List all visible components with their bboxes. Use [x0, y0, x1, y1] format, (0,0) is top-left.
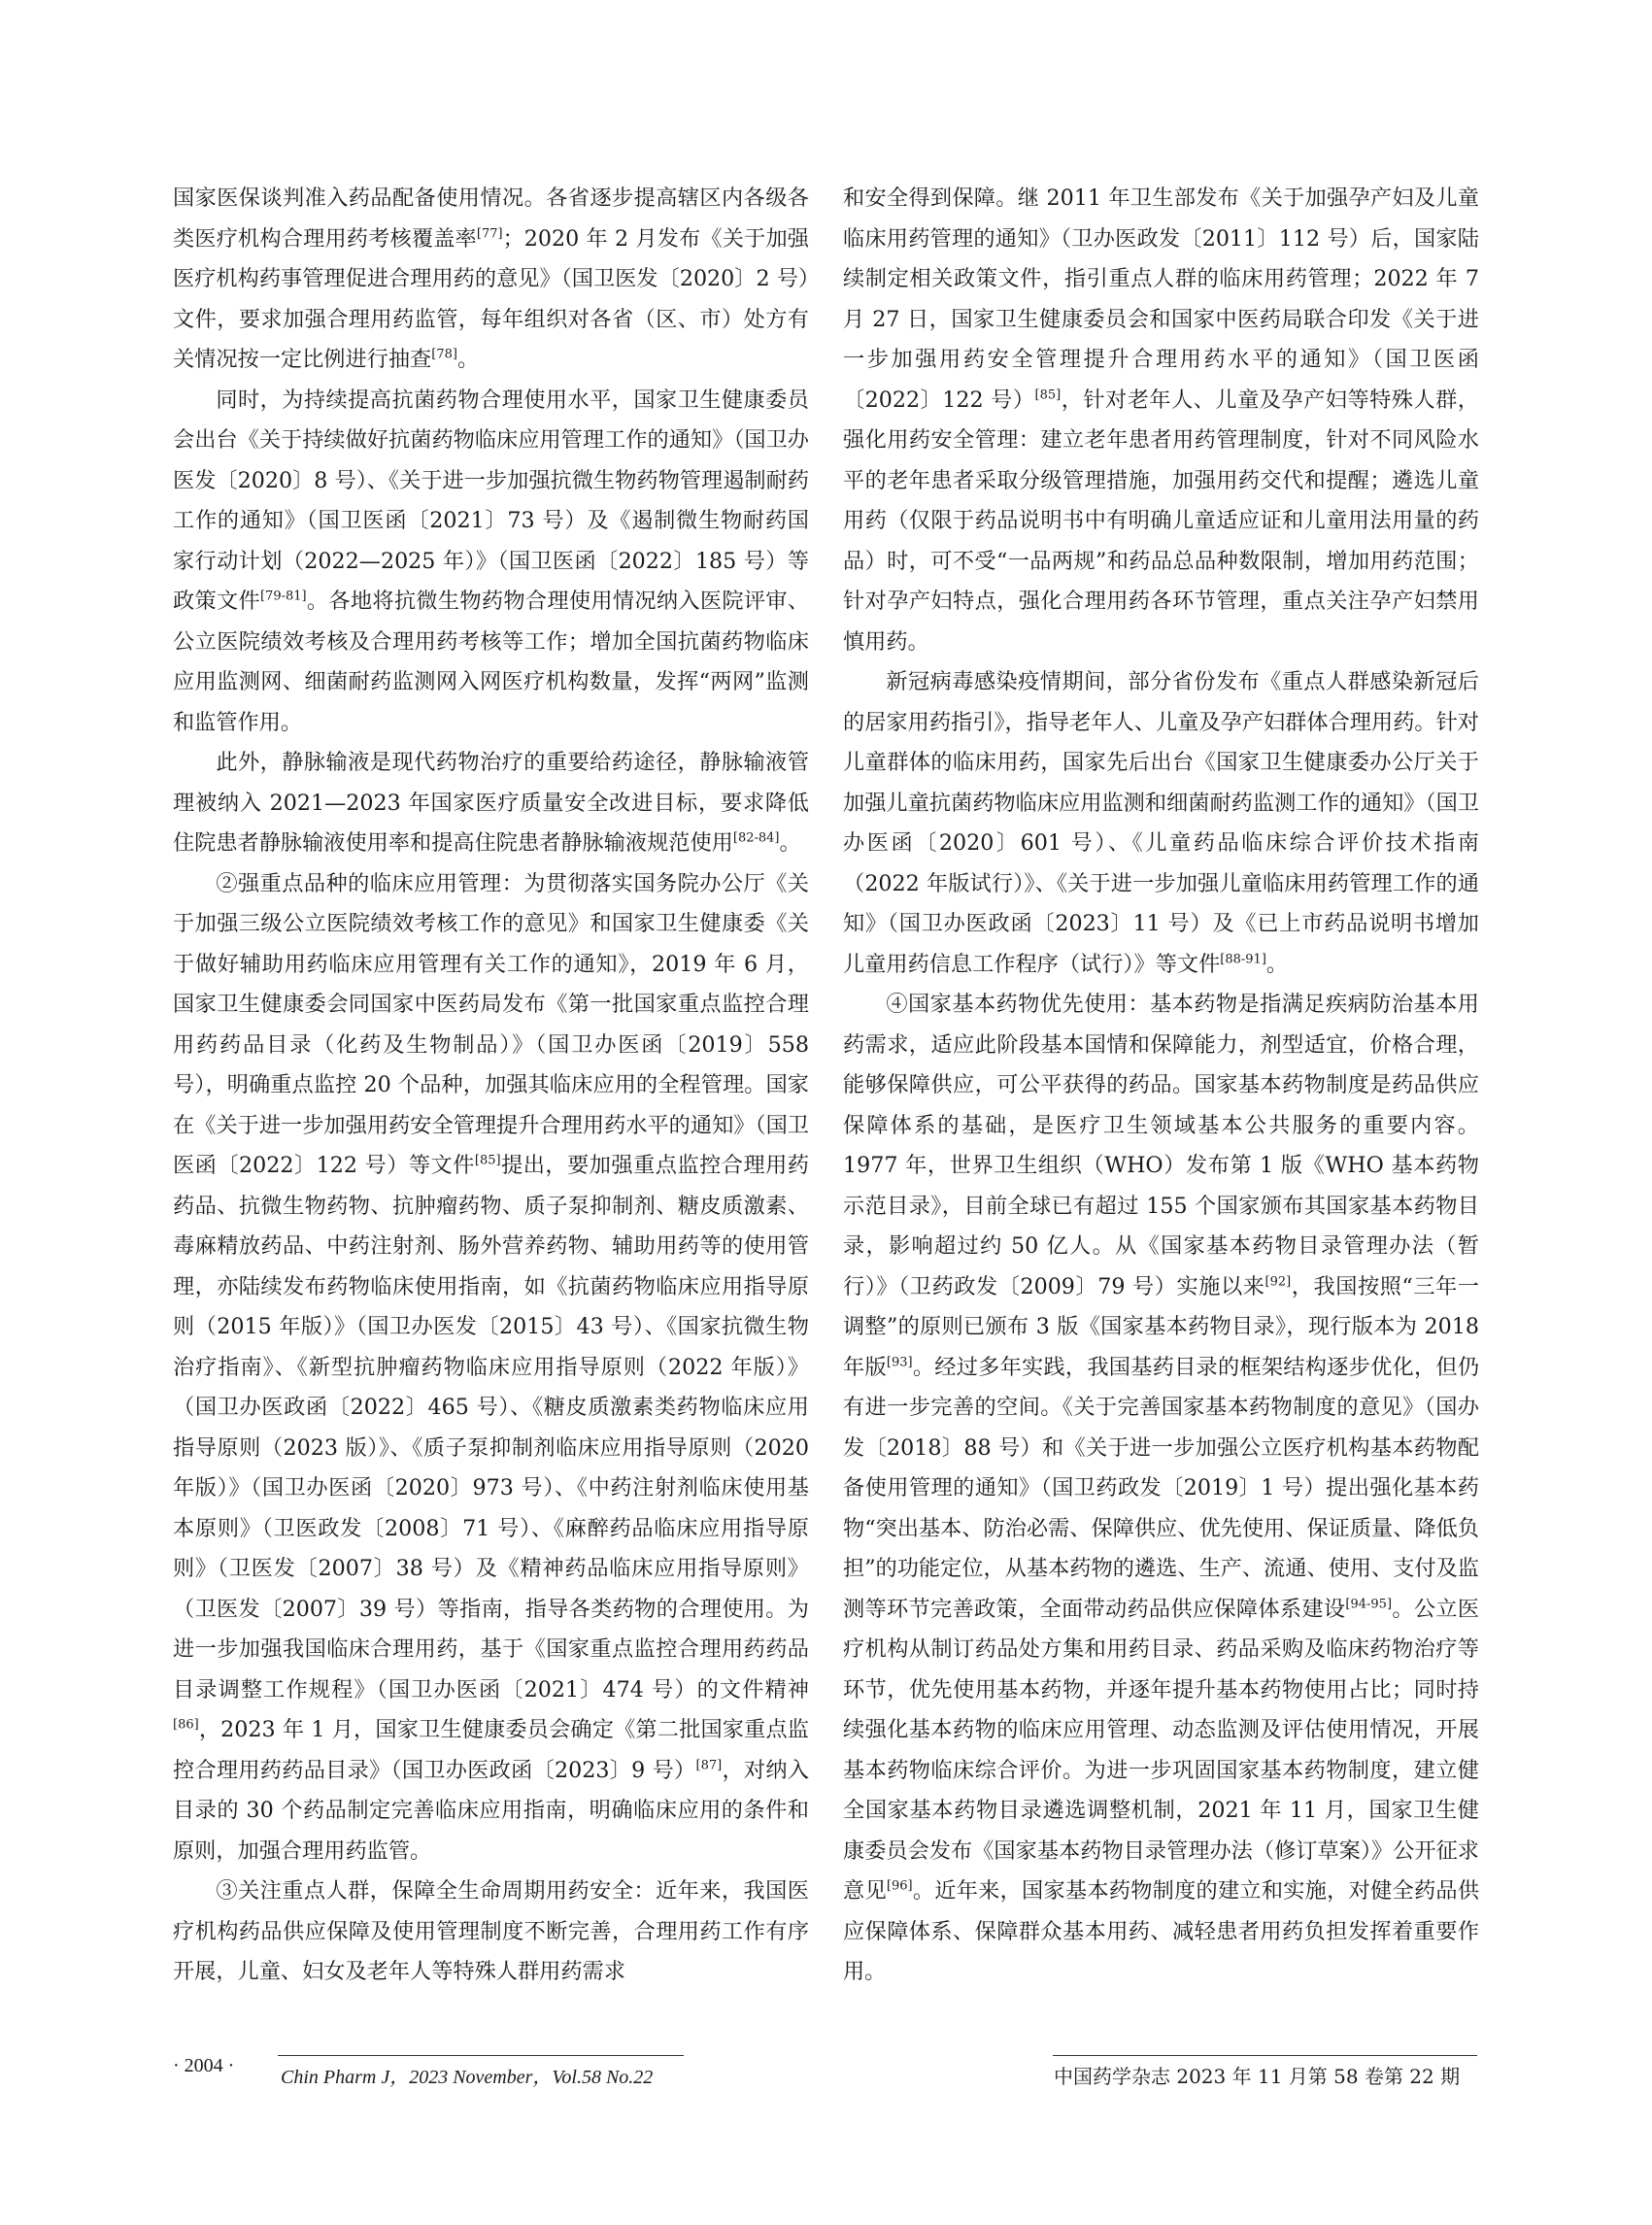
paragraph-text: 。各地将抗微生物药物合理使用情况纳入医院评审、公立医院绩效考核及合理用药考核等工作；增加全国抗菌药物临床应用监测网、细菌耐药监测网入网医疗机构数量，发挥“两网”监测和监管作用。 — [173, 589, 810, 735]
body-paragraph — [173, 1871, 809, 1993]
paragraph-text: 。 — [1265, 951, 1289, 977]
body-paragraph — [173, 864, 809, 1872]
paragraph-text: ，对纳入目录的 30 个药品制定完善临床应用指南，明确临床应用的条件和原则，加强合理用药监管。 — [173, 1757, 810, 1864]
paragraph-text: 。 — [779, 830, 801, 856]
citation-ref: [82-84] — [732, 830, 780, 846]
paragraph-text: 和安全得到保障。继 2011 年卫生部发布《关于加强孕产妇及儿童临床用药管理的通知》（卫办医政发〔2011〕112 号）后，国家陆续制定相关政策文件，指引重点人群的临床用药管理；2022 年 7 月 27 日，国家卫生健康委员会和国家中医药局联合印发《关于进一步加强用药安全管理提升合理用药水平的通知》（国卫医函〔2022〕122 号） — [843, 185, 1479, 413]
footer-rule-right — [1053, 2055, 1477, 2056]
body-paragraph — [843, 985, 1479, 1993]
page-number: · 2004 · — [173, 2055, 235, 2076]
paragraph-text: ；2020 年 2 月发布《关于加强医疗机构药事管理促进合理用药的意见》（国卫医发〔2020〕2 号）文件，要求加强合理用药监管，每年组织对各省（区、市）处方有关情况按一定比例进行抽查 — [173, 225, 809, 372]
body-paragraph — [843, 662, 1479, 985]
body-paragraph — [173, 743, 809, 864]
body-paragraph — [843, 179, 1479, 662]
paragraph-text: 。 — [456, 347, 480, 372]
paragraph-text: ③关注重点人群，保障全生命周期用药安全：近年来，我国医疗机构药品供应保障及使用管理制度不断完善，合理用药工作有序开展，儿童、妇女及老年人等特殊人群用药需求 — [173, 1878, 809, 1984]
paragraph-text: ，针对老年人、儿童及孕产妇等特殊人群，强化用药安全管理：建立老年患者用药管理制度，针对不同风险水平的老年患者采取分级管理措施，加强用药交代和提醒；遴选儿童用药（仅限于药品说明书中有明确儿童适应证和儿童用法用量的药品）时，可不受“一品两规”和药品总品种数限制，增加用药范围；针对孕产妇特点，强化合理用药各环节管理，重点关注孕产妇禁用慎用药。 — [843, 387, 1479, 655]
paragraph-text: ，我国按照“三年一调整”的原则已颁布 3 版《国家基本药物目录》，现行版本为 2018 年版 — [843, 1273, 1479, 1380]
citation-ref: [86] — [173, 1717, 199, 1733]
journal-citation-en: Chin Pharm J，2023 November，Vol.58 No.22 — [281, 2067, 654, 2088]
paragraph-text: 。公立医疗机构从制订药品处方集和用药目录、药品采购及临床药物治疗等环节，优先使用基本药物，并逐年提升基本药物使用占比；同时持续强化基本药物的临床应用管理、动态监测及评估使用情况，开展基本药物临床综合评价。为进一步巩固国家基本药物制度，建立健全国家基本药物目录遴选调整机制，2021 年 11 月，国家卫生健康委员会发布《国家基本药物目录管理办法（修订草案）》公开征求意见 — [843, 1596, 1480, 1904]
citation-ref: [93] — [886, 1355, 913, 1370]
paragraph-text: 国家医保谈判准入药品配备使用情况。各省逐步提高辖区内各级各类医疗机构合理用药考核覆盖率 — [173, 185, 809, 252]
citation-ref: [87] — [695, 1758, 723, 1773]
body-paragraph — [173, 381, 809, 744]
citation-ref: [96] — [886, 1878, 913, 1894]
journal-citation-cn: 中国药学杂志 2023 年 11 月第 58 卷第 22 期 — [1054, 2065, 1461, 2088]
paragraph-text: 同时，为持续提高抗菌药物合理使用水平，国家卫生健康委员会出台《关于持续做好抗菌药物临床应用管理工作的通知》（国卫办医发〔2020〕8 号）、《关于进一步加强抗微生物药物管理遏制耐药工作的通知》（国卫医函〔2021〕73 号）及《遏制微生物耐药国家行动计划（2022—2025 年）》（国卫医函〔2022〕185 号）等政策文件 — [173, 387, 809, 614]
citation-ref: [77] — [476, 226, 503, 242]
citation-ref: [94-95] — [1345, 1597, 1393, 1612]
left-column — [173, 179, 809, 1993]
paragraph-text: 。经过多年实践，我国基药目录的框架结构逐步优化，但仍有进一步完善的空间。《关于完善国家基本药物制度的意见》（国办发〔2018〕88 号）和《关于进一步加强公立医疗机构基本药物配备使用管理的通知》（国卫药政发〔2019〕1 号）提出强化基本药物“突出基本、防治必需、保障供应、优先使用、保证质量、降低负担”的功能定位，从基本药物的遴选、生产、流通、使用、支付及监测等环节完善政策，全面带动药品供应保障体系建设 — [843, 1354, 1480, 1622]
paragraph-text: ②强重点品种的临床应用管理：为贯彻落实国务院办公厅《关于加强三级公立医院绩效考核工作的意见》和国家卫生健康委《关于做好辅助用药临床应用管理有关工作的通知》，2019 年 6 月，国家卫生健康委会同国家中医药局发布《第一批国家重点监控合理用药药品目录（化药及生物制品）》（国卫办医函〔2019〕558 号），明确重点监控 20 个品种，加强其临床应用的全程管理。国家在《关于进一步加强用药安全管理提升合理用药水平的通知》（国卫医函〔2022〕122 号）等文件 — [173, 870, 809, 1178]
citation-ref: [78] — [431, 347, 457, 362]
footer-rule-left — [278, 2055, 684, 2056]
paragraph-text: 提出，要加强重点监控合理用药药品、抗微生物药物、抗肿瘤药物、质子泵抑制剂、糖皮质激素、毒麻精放药品、中药注射剂、肠外营养药物、辅助用药等的使用管理，亦陆续发布药物临床使用指南，如《抗菌药物临床应用指导原则（2015 年版）》（国卫办医发〔2015〕43 号）、《国家抗微生物治疗指南》、《新型抗肿瘤药物临床应用指导原则（2022 年版）》（国卫办医政函〔2022〕465 号）、《糖皮质激素类药物临床应用指导原则（2023 版）》、《质子泵抑制剂临床应用指导原则（2020 年版）》（国卫办医函〔2020〕973 号）、《中药注射剂临床使用基本原则》（卫医政发〔2008〕71 号）、《麻醉药品临床应用指导原则》（卫医发〔2007〕38 号）及《精神药品临床应用指导原则》（卫医发〔2007〕39 号）等指南，指导各类药物的合理使用。为进一步加强我国临床合理用药，基于《国家重点监控合理用药药品目录调整工作规程》（国卫办医函〔2021〕474 号）的文件精神 — [173, 1153, 809, 1702]
citation-ref: [85] — [474, 1153, 501, 1168]
citation-ref: [79-81] — [259, 589, 307, 604]
citation-ref: [85] — [1034, 388, 1062, 403]
citation-ref: [88-91] — [1220, 952, 1266, 967]
paragraph-text: ，2023 年 1 月，国家卫生健康委员会确定《第二批国家重点监控合理用药药品目录》（国卫办医政函〔2023〕9 号） — [173, 1717, 809, 1783]
page-footer — [0, 2055, 1652, 2113]
right-column — [843, 179, 1479, 1993]
paragraph-text: ④国家基本药物优先使用：基本药物是指满足疾病防治基本用药需求，适应此阶段基本国情和保障能力，剂型适宜，价格合理，能够保障供应，可公平获得的药品。国家基本药物制度是药品供应保障体系的基础，是医疗卫生领域基本公共服务的重要内容。1977 年，世界卫生组织（WHO）发布第 1 版《WHO 基本药物示范目录》，目前全球已有超过 155 个国家颁布其国家基本药物目录，影响超过约 50 亿人。从《国家基本药物目录管理办法（暂行）》（卫药政发〔2009〕79 号）实施以来 — [843, 992, 1479, 1299]
citation-ref: [92] — [1264, 1274, 1292, 1290]
paragraph-text: 此外，静脉输液是现代药物治疗的重要给药途径，静脉输液管理被纳入 2021—2023 年国家医疗质量安全改进目标，要求降低住院患者静脉输液使用率和提高住院患者静脉输液规范使用 — [173, 750, 809, 856]
paragraph-text: 。近年来，国家基本药物制度的建立和实施，对健全药品供应保障体系、保障群众基本用药、减轻患者用药负担发挥着重要作用。 — [843, 1878, 1480, 1984]
paragraph-text: 新冠病毒感染疫情期间，部分省份发布《重点人群感染新冠后的居家用药指引》，指导老年人、儿童及孕产妇群体合理用药。针对儿童群体的临床用药，国家先后出台《国家卫生健康委办公厅关于加强儿童抗菌药物临床应用监测和细菌耐药监测工作的通知》（国卫办医函〔2020〕601 号）、《儿童药品临床综合评价技术指南（2022 年版试行）》、《关于进一步加强儿童临床用药管理工作的通知》（国卫办医政函〔2023〕11 号）及《已上市药品说明书增加儿童用药信息工作程序（试行）》等文件 — [843, 669, 1479, 977]
body-paragraph — [173, 179, 809, 381]
